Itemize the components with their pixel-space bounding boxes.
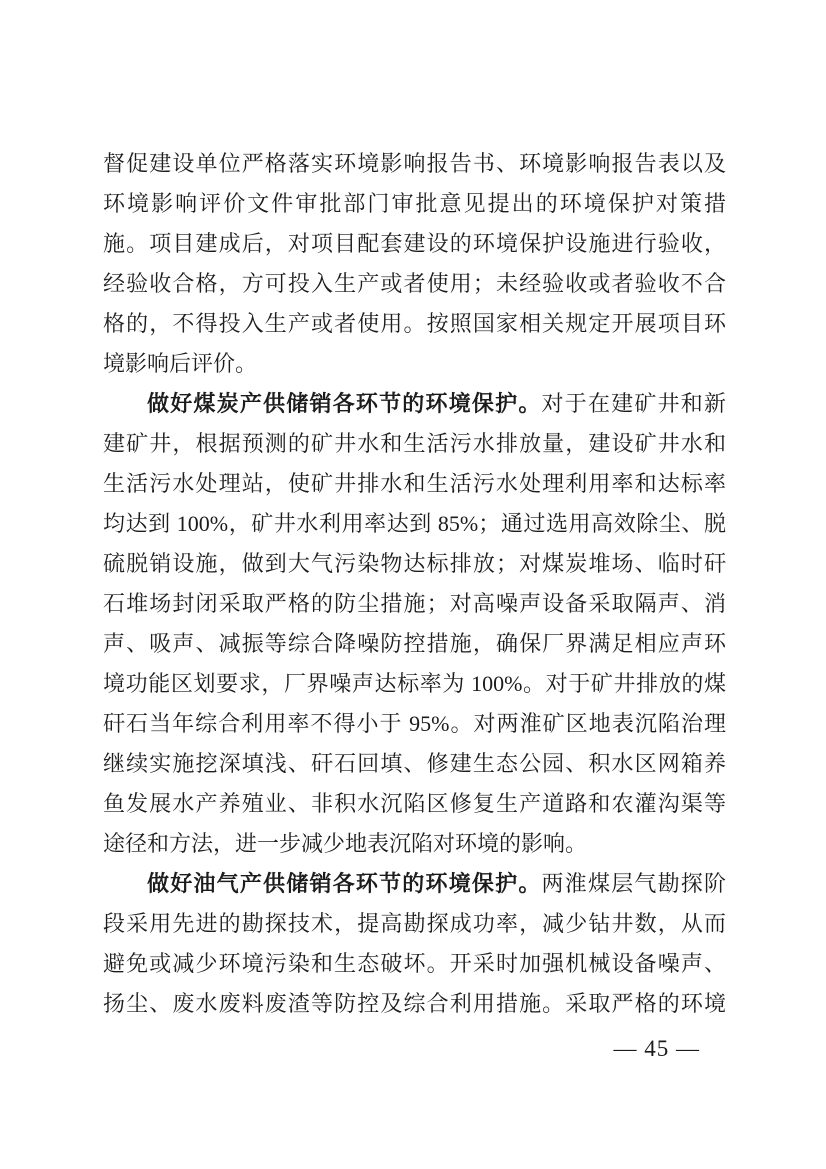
line-text: 段采用先进的勘探技术，提高勘探成功率，减少钻井数，从而 (103, 911, 726, 936)
line-text: 两淮煤层气勘探阶 (541, 871, 726, 896)
text-line (103, 464, 726, 504)
text-line (103, 904, 726, 944)
line-text: 经验收合格，方可投入生产或者使用；未经验收或者验收不合 (103, 271, 726, 296)
line-text: 声、吸声、减振等综合降噪防控措施，确保厂界满足相应声环 (103, 631, 726, 656)
line-text: 硫脱销设施，做到大气污染物达标排放；对煤炭堆场、临时矸 (103, 551, 726, 576)
text-line (103, 984, 726, 1024)
text-line (103, 184, 726, 224)
line-text: 对于在建矿井和新 (541, 391, 726, 416)
line-text: 鱼发展水产养殖业、非积水沉陷区修复生产道路和农灌沟渠等 (103, 791, 726, 816)
line-text: 矸石当年综合利用率不得小于 95%。对两淮矿区地表沉陷治理 (103, 711, 726, 736)
line-text: 扬尘、废水废料废渣等防控及综合利用措施。采取严格的环境 (103, 991, 726, 1016)
paragraph-lead-bold: 做好煤炭产供储销各环节的环境保护。 (147, 391, 542, 416)
line-text: 施。项目建成后，对项目配套建设的环境保护设施进行验收， (103, 231, 726, 256)
text-line (103, 824, 726, 864)
text-line (103, 744, 726, 784)
line-text: 环境影响评价文件审批部门审批意见提出的环境保护对策措 (103, 191, 726, 216)
text-line (103, 144, 726, 184)
text-block (103, 144, 726, 1024)
line-text: 均达到 100%，矿井水利用率达到 85%；通过选用高效除尘、脱 (103, 511, 726, 536)
text-line (103, 304, 726, 344)
text-line (103, 504, 726, 544)
line-text: 格的，不得投入生产或者使用。按照国家相关规定开展项目环 (103, 311, 726, 336)
text-line (103, 584, 726, 624)
text-line (103, 424, 726, 464)
text-line (103, 664, 726, 704)
page-number-footer: — 45 — (613, 1036, 700, 1061)
text-line (103, 704, 726, 744)
line-text: 境影响后评价。 (103, 351, 258, 376)
line-text: 境功能区划要求，厂界噪声达标率为 100%。对于矿井排放的煤 (103, 671, 726, 696)
line-text: 督促建设单位严格落实环境影响报告书、环境影响报告表以及 (103, 151, 726, 176)
text-line (103, 544, 726, 584)
line-text: 石堆场封闭采取严格的防尘措施；对高噪声设备采取隔声、消 (103, 591, 726, 616)
text-line (103, 224, 726, 264)
text-line (103, 344, 726, 384)
line-text: 避免或减少环境污染和生态破坏。开采时加强机械设备噪声、 (103, 951, 726, 976)
text-line (103, 864, 726, 904)
text-line (103, 624, 726, 664)
line-text: 继续实施挖深填浅、矸石回填、修建生态公园、积水区网箱养 (103, 751, 726, 776)
text-line (103, 784, 726, 824)
line-text: 建矿井，根据预测的矿井水和生活污水排放量，建设矿井水和 (103, 431, 726, 456)
text-line (103, 264, 726, 304)
line-text: 生活污水处理站，使矿井排水和生活污水处理利用率和达标率 (103, 471, 726, 496)
text-line (103, 944, 726, 984)
text-line (103, 384, 726, 424)
paragraph-lead-bold: 做好油气产供储销各环节的环境保护。 (147, 871, 542, 896)
line-text: 途径和方法，进一步减少地表沉陷对环境的影响。 (103, 831, 588, 856)
